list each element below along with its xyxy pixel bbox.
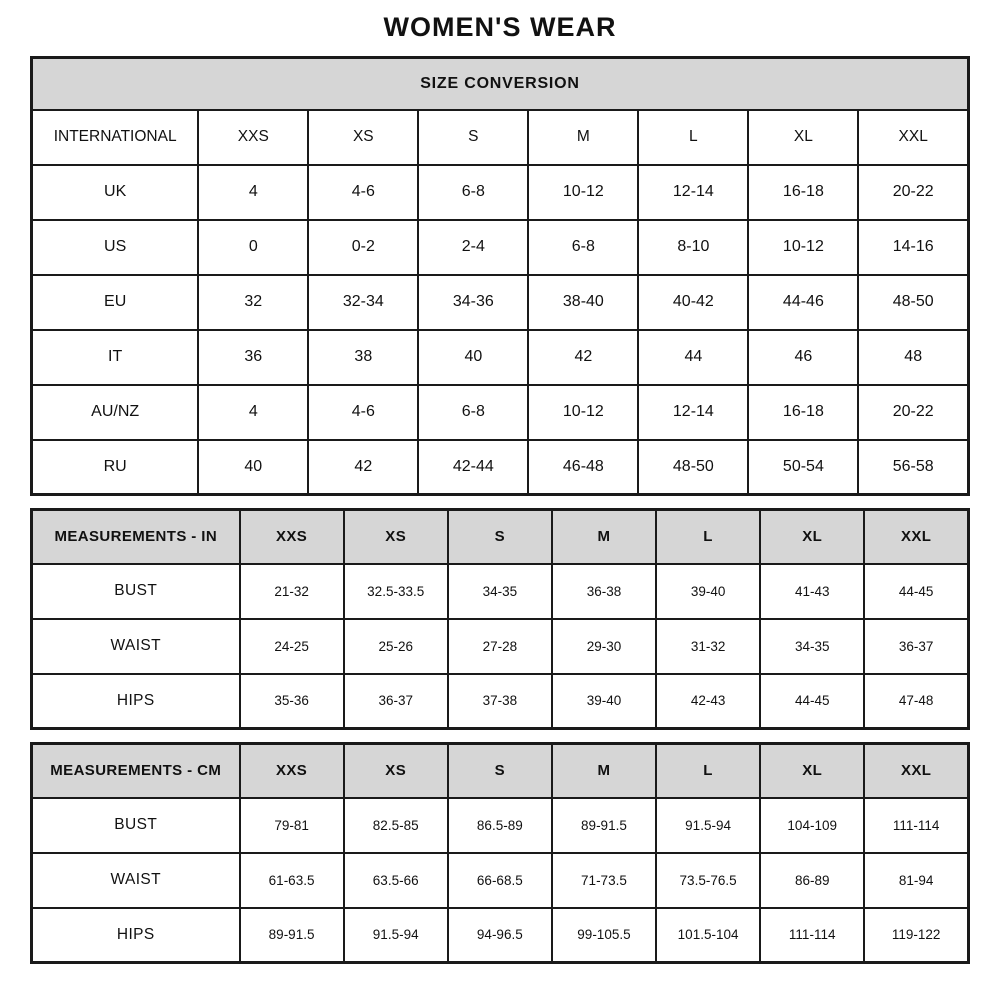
table-caption: SIZE CONVERSION <box>32 58 969 110</box>
value-cell: 46 <box>748 330 858 385</box>
value-cell: 34-35 <box>448 564 552 619</box>
value-cell: 42 <box>528 330 638 385</box>
row-label: EU <box>32 275 199 330</box>
value-cell: 48-50 <box>638 440 748 495</box>
column-header-size: M <box>528 110 638 165</box>
table-row <box>32 619 969 674</box>
value-cell: 42 <box>308 440 418 495</box>
row-label: AU/NZ <box>32 385 199 440</box>
value-cell: 41-43 <box>760 564 864 619</box>
table-caption: MEASUREMENTS - CM <box>32 744 240 798</box>
value-cell: 94-96.5 <box>448 908 552 963</box>
value-cell: 81-94 <box>864 853 968 908</box>
column-header-size: S <box>448 744 552 798</box>
value-cell: 20-22 <box>858 385 968 440</box>
column-header-size: L <box>656 744 760 798</box>
value-cell: 89-91.5 <box>240 908 344 963</box>
value-cell: 40-42 <box>638 275 748 330</box>
column-header-size: XXL <box>864 510 968 564</box>
value-cell: 36 <box>198 330 308 385</box>
value-cell: 39-40 <box>552 674 656 729</box>
value-cell: 12-14 <box>638 385 748 440</box>
table-row <box>32 220 969 275</box>
value-cell: 89-91.5 <box>552 798 656 853</box>
column-header-size: XL <box>760 510 864 564</box>
value-cell: 99-105.5 <box>552 908 656 963</box>
value-cell: 16-18 <box>748 165 858 220</box>
value-cell: 111-114 <box>864 798 968 853</box>
value-cell: 47-48 <box>864 674 968 729</box>
value-cell: 6-8 <box>528 220 638 275</box>
column-header-size: XL <box>760 744 864 798</box>
value-cell: 42-44 <box>418 440 528 495</box>
column-header-size: XS <box>344 744 448 798</box>
value-cell: 61-63.5 <box>240 853 344 908</box>
value-cell: 101.5-104 <box>656 908 760 963</box>
table-caption: MEASUREMENTS - IN <box>32 510 240 564</box>
value-cell: 34-36 <box>418 275 528 330</box>
column-header-size: XL <box>748 110 858 165</box>
value-cell: 16-18 <box>748 385 858 440</box>
page-title: WOMEN'S WEAR <box>383 12 617 42</box>
column-header-label: INTERNATIONAL <box>32 110 199 165</box>
table-row <box>32 275 969 330</box>
value-cell: 111-114 <box>760 908 864 963</box>
value-cell: 10-12 <box>528 385 638 440</box>
table-row <box>32 908 969 963</box>
value-cell: 0-2 <box>308 220 418 275</box>
value-cell: 44-45 <box>760 674 864 729</box>
value-cell: 32 <box>198 275 308 330</box>
row-label: HIPS <box>32 908 240 963</box>
value-cell: 86.5-89 <box>448 798 552 853</box>
caption-row <box>32 58 969 110</box>
value-cell: 38 <box>308 330 418 385</box>
value-cell: 10-12 <box>748 220 858 275</box>
value-cell: 71-73.5 <box>552 853 656 908</box>
table-row <box>32 440 969 495</box>
row-label: RU <box>32 440 199 495</box>
value-cell: 44-46 <box>748 275 858 330</box>
header-row <box>32 510 969 564</box>
value-cell: 4 <box>198 165 308 220</box>
value-cell: 4 <box>198 385 308 440</box>
column-header-size: XXL <box>858 110 968 165</box>
value-cell: 32-34 <box>308 275 418 330</box>
value-cell: 91.5-94 <box>656 798 760 853</box>
value-cell: 40 <box>198 440 308 495</box>
value-cell: 44 <box>638 330 748 385</box>
value-cell: 91.5-94 <box>344 908 448 963</box>
column-header-size: XXS <box>198 110 308 165</box>
table-row <box>32 564 969 619</box>
value-cell: 38-40 <box>528 275 638 330</box>
header-row <box>32 744 969 798</box>
value-cell: 12-14 <box>638 165 748 220</box>
header-row <box>32 110 969 165</box>
value-cell: 40 <box>418 330 528 385</box>
value-cell: 56-58 <box>858 440 968 495</box>
value-cell: 48 <box>858 330 968 385</box>
row-label: BUST <box>32 564 240 619</box>
measurements-cm-table <box>30 742 970 964</box>
column-header-size: M <box>552 510 656 564</box>
table-row <box>32 385 969 440</box>
value-cell: 35-36 <box>240 674 344 729</box>
value-cell: 0 <box>198 220 308 275</box>
value-cell: 46-48 <box>528 440 638 495</box>
value-cell: 6-8 <box>418 165 528 220</box>
value-cell: 21-32 <box>240 564 344 619</box>
row-label: WAIST <box>32 619 240 674</box>
value-cell: 63.5-66 <box>344 853 448 908</box>
value-cell: 44-45 <box>864 564 968 619</box>
value-cell: 82.5-85 <box>344 798 448 853</box>
column-header-size: S <box>418 110 528 165</box>
column-header-size: XXL <box>864 744 968 798</box>
table-row <box>32 165 969 220</box>
column-header-size: L <box>638 110 748 165</box>
row-label: IT <box>32 330 199 385</box>
value-cell: 4-6 <box>308 385 418 440</box>
value-cell: 29-30 <box>552 619 656 674</box>
value-cell: 36-38 <box>552 564 656 619</box>
row-label: US <box>32 220 199 275</box>
value-cell: 14-16 <box>858 220 968 275</box>
value-cell: 8-10 <box>638 220 748 275</box>
value-cell: 42-43 <box>656 674 760 729</box>
value-cell: 6-8 <box>418 385 528 440</box>
value-cell: 24-25 <box>240 619 344 674</box>
value-cell: 37-38 <box>448 674 552 729</box>
value-cell: 31-32 <box>656 619 760 674</box>
row-label: HIPS <box>32 674 240 729</box>
measurements-in-table <box>30 508 970 730</box>
table-row <box>32 798 969 853</box>
table-row <box>32 330 969 385</box>
column-header-size: XS <box>344 510 448 564</box>
value-cell: 39-40 <box>656 564 760 619</box>
value-cell: 48-50 <box>858 275 968 330</box>
column-header-size: S <box>448 510 552 564</box>
value-cell: 50-54 <box>748 440 858 495</box>
value-cell: 73.5-76.5 <box>656 853 760 908</box>
value-cell: 25-26 <box>344 619 448 674</box>
column-header-size: XXS <box>240 744 344 798</box>
column-header-size: XS <box>308 110 418 165</box>
value-cell: 2-4 <box>418 220 528 275</box>
row-label: WAIST <box>32 853 240 908</box>
value-cell: 66-68.5 <box>448 853 552 908</box>
value-cell: 79-81 <box>240 798 344 853</box>
value-cell: 104-109 <box>760 798 864 853</box>
size-conversion-table <box>30 56 970 496</box>
value-cell: 10-12 <box>528 165 638 220</box>
value-cell: 36-37 <box>864 619 968 674</box>
column-header-size: XXS <box>240 510 344 564</box>
value-cell: 119-122 <box>864 908 968 963</box>
column-header-size: M <box>552 744 656 798</box>
row-label: UK <box>32 165 199 220</box>
value-cell: 36-37 <box>344 674 448 729</box>
value-cell: 34-35 <box>760 619 864 674</box>
value-cell: 4-6 <box>308 165 418 220</box>
value-cell: 32.5-33.5 <box>344 564 448 619</box>
table-row <box>32 674 969 729</box>
value-cell: 20-22 <box>858 165 968 220</box>
value-cell: 86-89 <box>760 853 864 908</box>
value-cell: 27-28 <box>448 619 552 674</box>
column-header-size: L <box>656 510 760 564</box>
row-label: BUST <box>32 798 240 853</box>
table-row <box>32 853 969 908</box>
